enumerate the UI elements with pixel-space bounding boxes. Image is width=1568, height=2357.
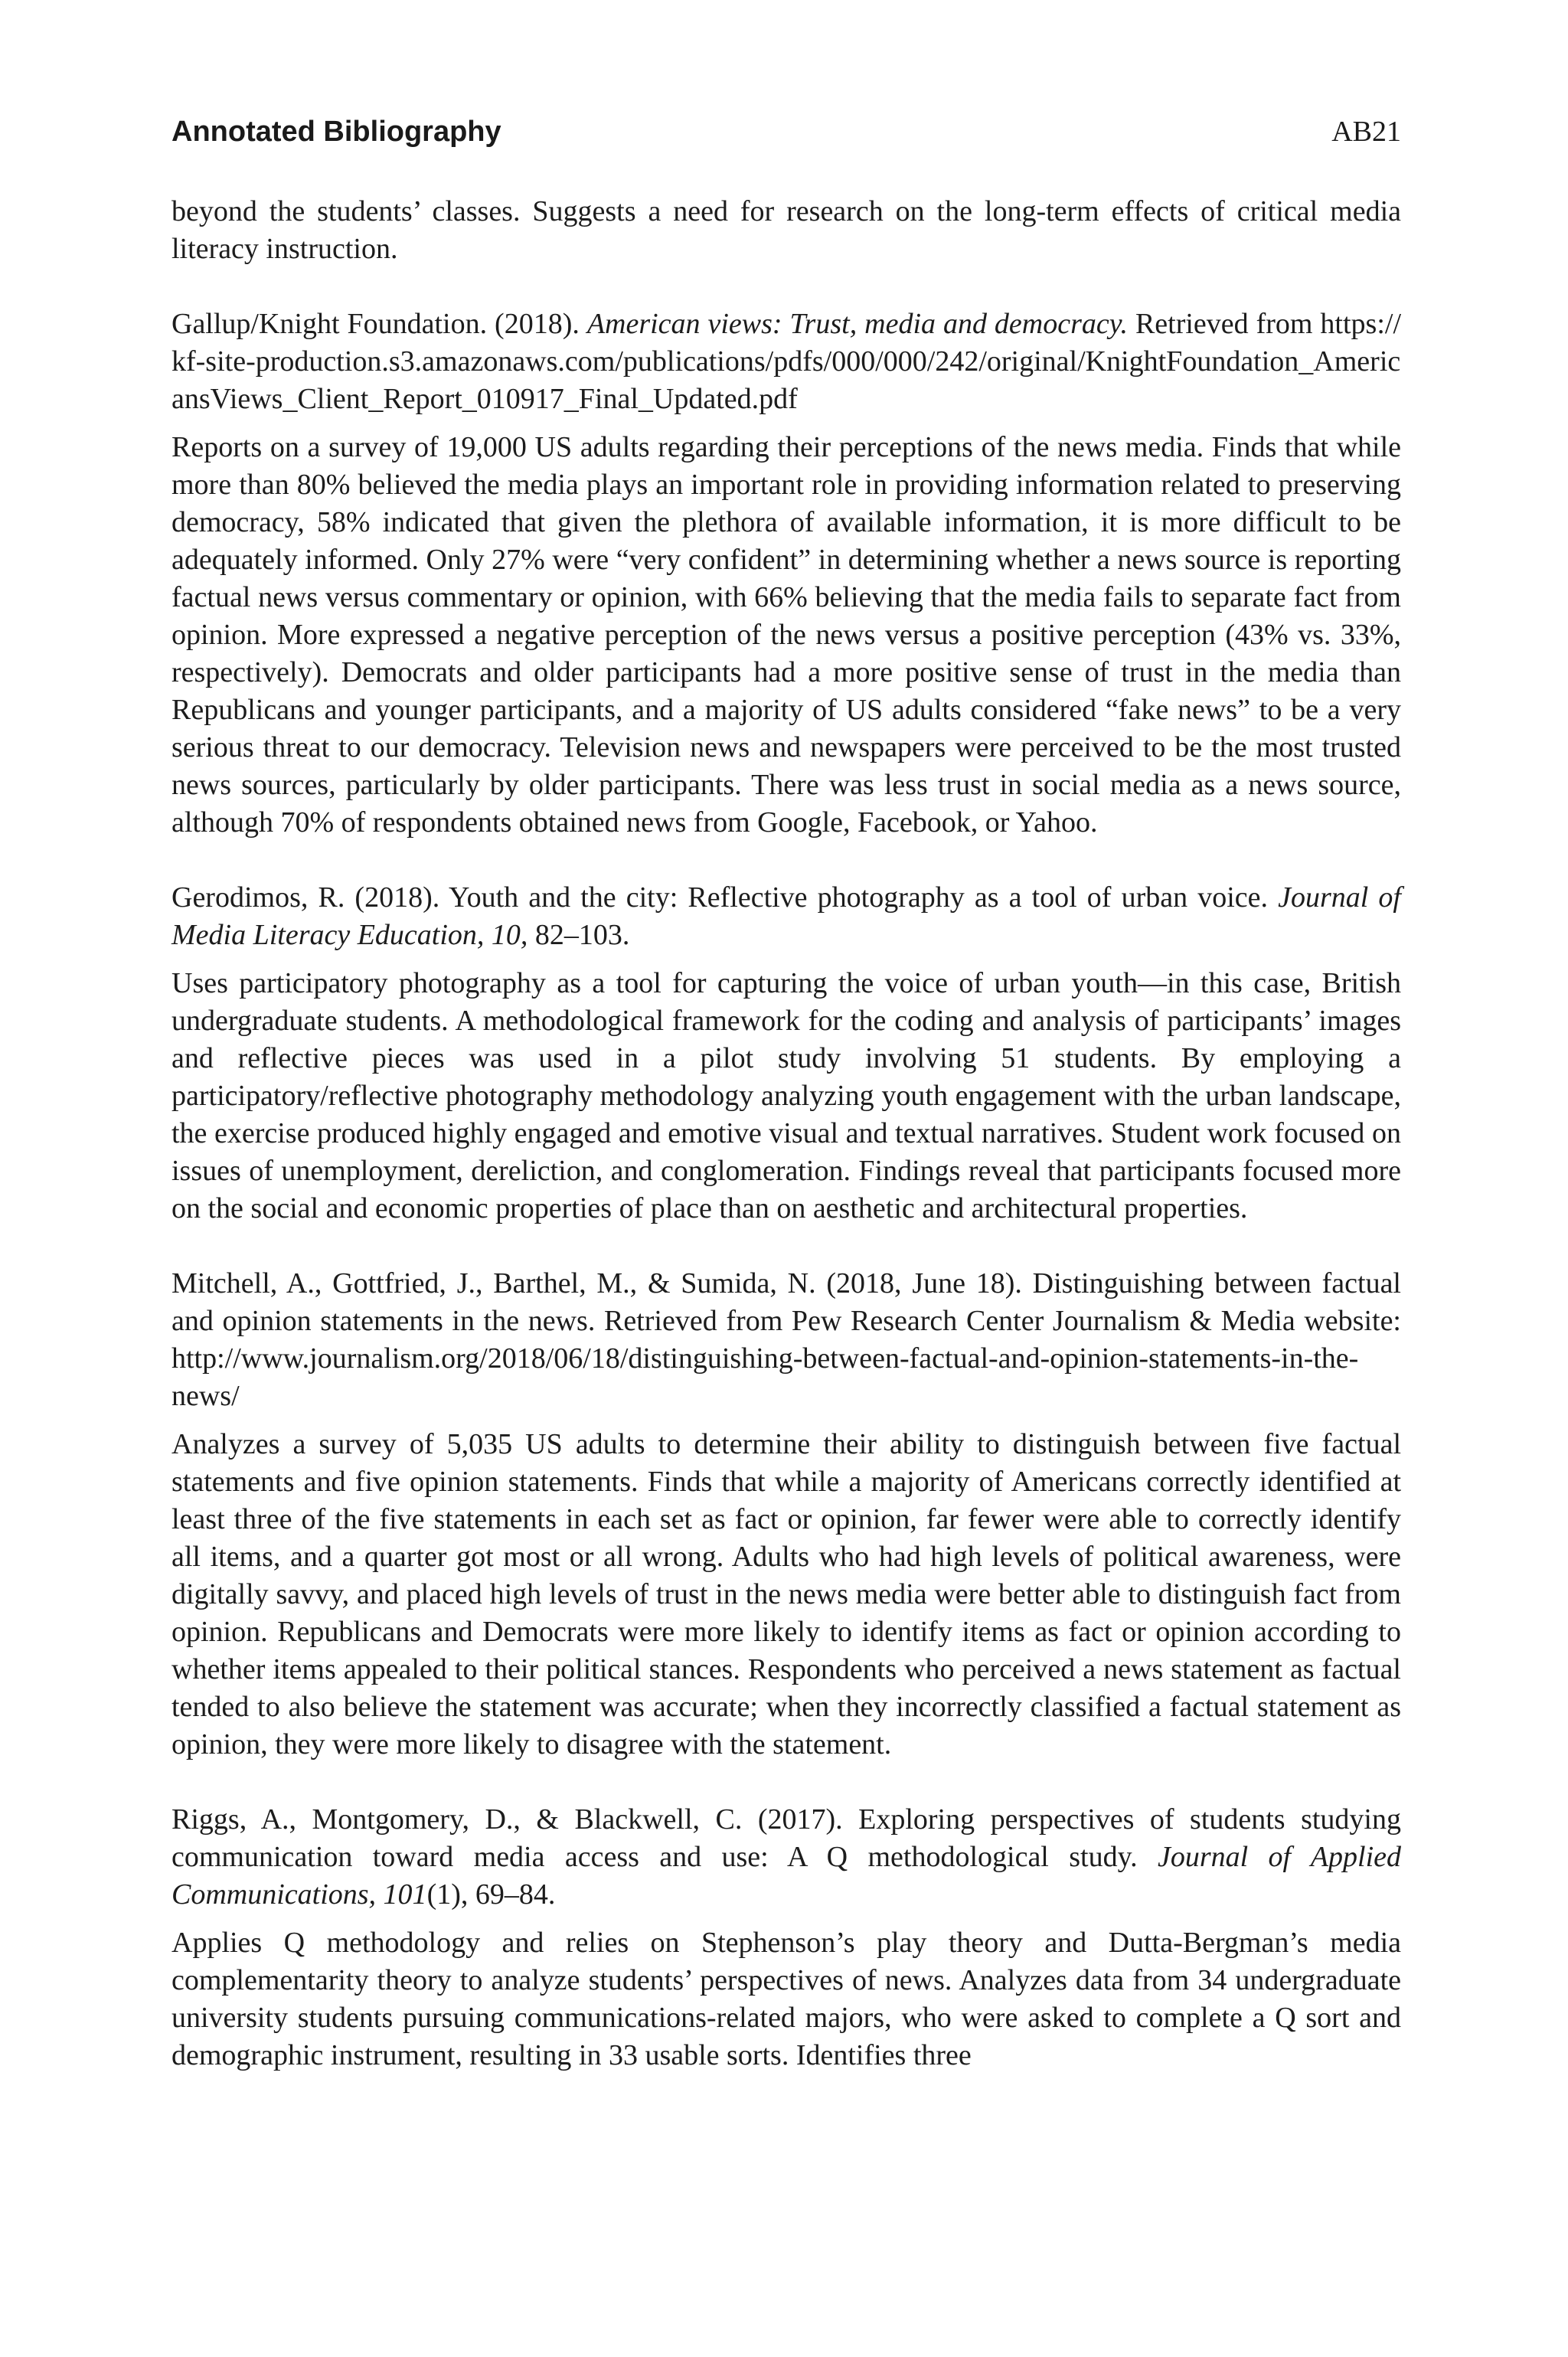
continued-annotation: beyond the students’ classes. Suggests a need for research on the long-term effects of critical media literacy instruction. bbox=[172, 195, 1401, 265]
entry-citation bbox=[172, 1801, 1401, 1914]
citation-journal: Journal of Media Literacy Education, 10, bbox=[172, 881, 1401, 951]
section-title: Annotated Bibliography bbox=[172, 116, 501, 148]
entry-citation bbox=[172, 879, 1401, 954]
entry-annotation: Applies Q methodology and relies on Stephenson’s play theory and Dutta-Bergman’s media complementarity theory to analyze students’ perspectives of news. Analyzes data from 34 undergraduate university students pursuing communications-related majors, who were asked to complete a Q sort and demographic instrument, resulting in 33 usable sorts. Identifies three bbox=[172, 1927, 1401, 2071]
page-number: AB21 bbox=[1331, 116, 1401, 148]
citation-source: Retrieved from https://kf-site-production.s3.amazonaws.com/publications/pdfs/000/000/242/original/KnightFoundation_AmericansViews_Client_Report_010917_Final_Updated.pdf bbox=[172, 308, 1401, 415]
entry-annotation: Analyzes a survey of 5,035 US adults to determine their ability to distinguish between five factual statements and five opinion statements. Finds that while a majority of Americans correctly identified at least three of the five statements in each set as fact or opinion, far fewer were able to correctly identify all items, and a quarter got most or all wrong. Adults who had high levels of political awareness, were digitally savvy, and placed high levels of trust in the news media were better able to distinguish fact from opinion. Republicans and Democrats were more likely to identify items as fact or opinion according to whether items appealed to their political stances. Respondents who perceived a news statement as factual tended to also believe the statement was accurate; when they incorrectly classified a factual statement as opinion, they were more likely to disagree with the statement. bbox=[172, 1428, 1401, 1760]
citation-issue-pages: (1), 69–84. bbox=[426, 1878, 556, 1911]
citation-authors-title: Gerodimos, R. (2018). Youth and the city: Reflective photography as a tool of urban voice. bbox=[172, 881, 1279, 914]
entry-annotation: Uses participatory photography as a tool for capturing the voice of urban youth—in this case, British undergraduate students. A methodological framework for the coding and analysis of participants’ images and reflective pieces was used in a pilot study involving 51 students. By employing a participatory/reflective photography methodology analyzing youth engagement with the urban landscape, the exercise produced highly engaged and emotive visual and textual narratives. Student work focused on issues of unemployment, dereliction, and conglomeration. Findings reveal that participants focused more on the social and economic properties of place than on aesthetic and architectural properties. bbox=[172, 967, 1401, 1224]
citation-full: Mitchell, A., Gottfried, J., Barthel, M., & Sumida, N. (2018, June 18). Distinguishing between factual and opinion statements in the news. Retrieved from Pew Research Center Journalism & Media website: http://www.journalism.org/2018/06/18/distinguishing-between-factual-and-opinion-statements-in-the-news/ bbox=[172, 1267, 1401, 1412]
entry-annotation: Reports on a survey of 19,000 US adults regarding their perceptions of the news media. Finds that while more than 80% believed the media plays an important role in providing information related to preserving democracy, 58% indicated that given the plethora of available information, it is more difficult to be adequately informed. Only 27% were “very confident” in determining whether a news source is reporting factual news versus commentary or opinion, with 66% believing that the media fails to separate fact from opinion. More expressed a negative perception of the news versus a positive perception (43% vs. 33%, respectively). Democrats and older participants had a more positive sense of trust in the media than Republicans and younger participants, and a majority of US adults considered “fake news” to be a very serious threat to our democracy. Television news and newspapers were perceived to be the most trusted news sources, particularly by older participants. There was less trust in social media as a news source, although 70% of respondents obtained news from Google, Facebook, or Yahoo. bbox=[172, 431, 1401, 839]
bibliography-entry bbox=[172, 879, 1401, 1228]
bibliography-entry bbox=[172, 306, 1401, 842]
bibliography-entry bbox=[172, 1265, 1401, 1764]
citation-journal: Journal of Applied Communications, 101 bbox=[172, 1841, 1401, 1911]
citation-title: American views: Trust, media and democracy. bbox=[586, 308, 1128, 340]
bibliography-entry bbox=[172, 1801, 1401, 2074]
citation-authors-year: Gallup/Knight Foundation. (2018). bbox=[172, 308, 587, 340]
entry-citation bbox=[172, 306, 1401, 418]
citation-pages: 82–103. bbox=[528, 919, 630, 951]
citation-authors-title: Riggs, A., Montgomery, D., & Blackwell, C. (2017). Exploring perspectives of students studying communication toward media access and use: A Q methodological study. bbox=[172, 1803, 1401, 1873]
running-head bbox=[172, 115, 1401, 149]
page-content bbox=[172, 115, 1401, 2074]
entry-citation bbox=[172, 1265, 1401, 1415]
